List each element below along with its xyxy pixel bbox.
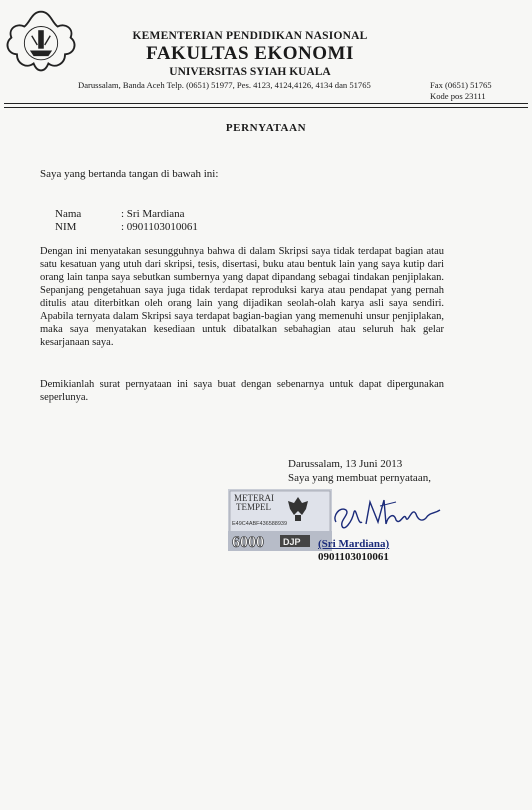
faculty-name: FAKULTAS EKONOMI [146, 43, 354, 64]
signer-nim: 0901103010061 [318, 551, 389, 563]
revenue-stamp [228, 489, 332, 551]
stamp-serial: E49C4ABF436588939 [232, 521, 288, 527]
place-date: Darussalam, 13 Juni 2013 [288, 458, 403, 470]
nim-value: : 0901103010061 [121, 221, 198, 233]
university-logo [4, 8, 78, 82]
postal-code: Kode pos 23111 [430, 91, 486, 101]
statement-paragraph: Dengan ini menyatakan sesungguhnya bahwa di dalam Skripsi saya tidak terdapat bagian atau satu kesatuan yang utuh dari skripsi, tesis, disertasi, buku atau bentuk lain yang saya kutip dari orang lain tanpa saya sebutkan sumbernya yang dapat dipandang sebagai tindakan penjiplakan. Sepanjang pengetahuan saya juga tidak terdapat reproduksi karya atau pendapat yang pernah ditulis atau diterbitkan oleh orang lain yang dijadikan seolah-olah karya asli saya sendiri. Apabila ternyata dalam Skripsi saya terdapat bagian-bagian yang memenuhi unsur penjiplakan, maka saya menyatakan kesediaan untuk dibatalkan sebahagian atau seluruh hak gelar kesarjanaan saya. [40, 246, 444, 348]
intro-text: Saya yang bertanda tangan di bawah ini: [40, 168, 219, 180]
nim-label: NIM [55, 221, 77, 233]
fax-block [430, 80, 492, 102]
ministry-name: KEMENTERIAN PENDIDIKAN NASIONAL [132, 30, 368, 42]
stamp-line2: TEMPEL [236, 502, 271, 512]
identity-block [55, 208, 198, 234]
identity-row-name [55, 208, 198, 221]
document-title: PERNYATAAN [225, 122, 307, 134]
university-name: UNIVERSITAS SYIAH KUALA [169, 66, 331, 78]
signer-block [318, 538, 389, 564]
closing-paragraph: Demikianlah surat pernyataan ini saya buat dengan sebenarnya untuk dapat dipergunakan seperlunya. [40, 379, 444, 403]
stamp-brand: DJP [283, 537, 301, 547]
fax-number: Fax (0651) 51765 [430, 80, 492, 90]
letterhead [80, 30, 420, 78]
name-label: Nama [55, 208, 82, 220]
handwritten-signature [330, 492, 444, 536]
stamp-line1: METERAI [234, 493, 274, 503]
identity-row-nim [55, 221, 198, 234]
letterhead-divider [4, 103, 528, 104]
letterhead-divider-thin [4, 107, 528, 108]
stamp-value: 6000 [232, 534, 264, 551]
name-value: : Sri Mardiana [121, 208, 185, 220]
signer-lead: Saya yang membuat pernyataan, [288, 472, 431, 484]
address-line: Darussalam, Banda Aceh Telp. (0651) 51977, Pes. 4123, 4124,4126, 4134 dan 51765 [78, 80, 371, 90]
signer-name: (Sri Mardiana) [318, 538, 390, 550]
